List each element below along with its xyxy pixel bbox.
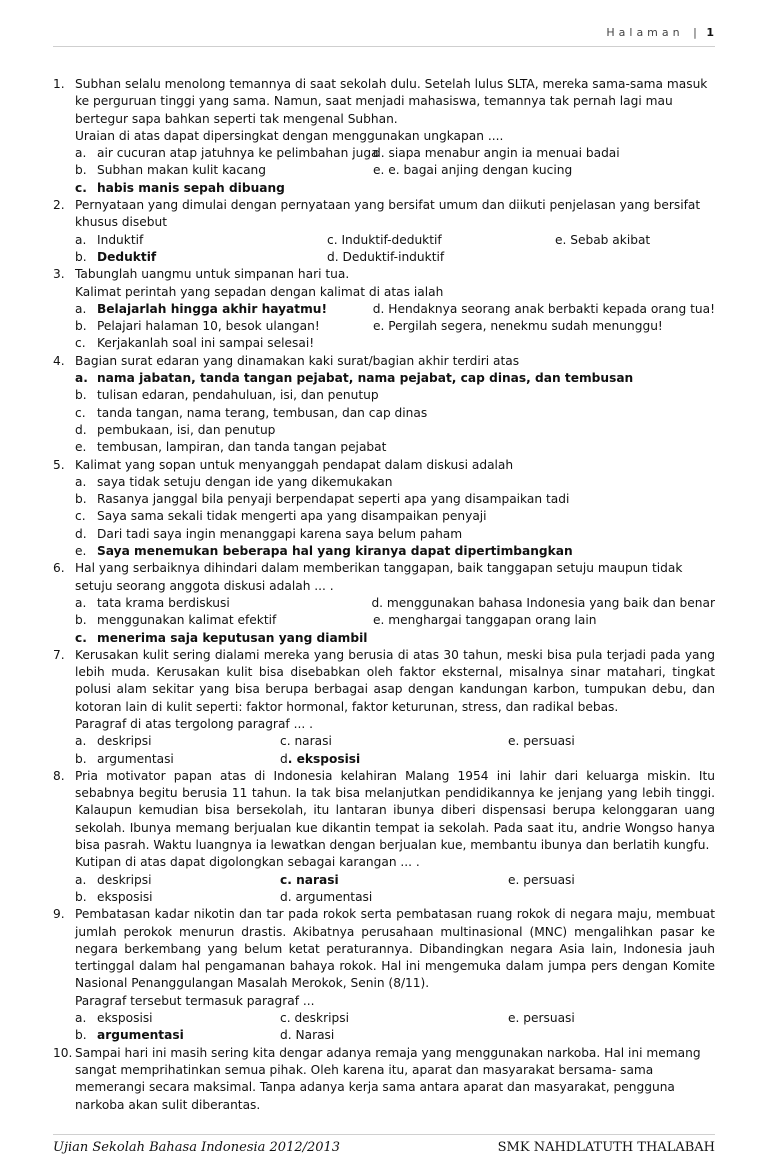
option-b: b. Rasanya janggal bila penyaji berpendapat seperti apa yang disampaikan tadi xyxy=(75,492,570,507)
option-d: d. Dari tadi saya ingin menanggapi karena saya belum paham xyxy=(75,526,463,541)
question-number: 1. xyxy=(53,77,65,91)
option-e: e. Pergilah segera, nenekmu sudah menunggu! xyxy=(373,319,663,334)
option-e: e. persuasi xyxy=(508,734,575,749)
question-7 xyxy=(53,647,715,768)
option-c: c. Induktif-deduktif xyxy=(327,232,442,247)
question-6 xyxy=(53,560,715,646)
option-d: d. argumentasi xyxy=(280,889,373,904)
question-text: Pembatasan kadar nikotin dan tar pada rokok serta pembatasan ruang rokok di negara maju, membuat jumlah perokok menurun drastis. Akibatnya perusahaan multinasional (MNC) mengalihkan pasar ke negara berkembang yang belum ketat peraturannya. Dibandingkan negara Asia lain, Indonesia jauh tertinggal dalam hal pengamanan bahaya rokok. Hal ini mengemuka dalam jumpa pers dengan Komite Nasional Penanggulangan Masalah Merokok, Senin (8/11). xyxy=(75,907,715,991)
option-d: d. Narasi xyxy=(280,1028,335,1043)
question-number: 10. xyxy=(53,1045,73,1060)
option-d: d. menggunakan bahasa Indonesia yang baik dan benar xyxy=(371,595,715,610)
option-e: e. menghargai tanggapan orang lain xyxy=(373,613,597,628)
question-text: Pernyataan yang dimulai dengan pernyataan yang bersifat umum dan diikuti penjelasan yang bersifat khusus disebut xyxy=(75,198,701,230)
question-text: Bagian surat edaran yang dinamakan kaki surat/bagian akhir terdiri atas xyxy=(75,353,520,368)
option-e: e. persuasi xyxy=(508,1011,575,1026)
option-e: e. tembusan, lampiran, dan tanda tangan pejabat xyxy=(75,440,387,455)
option-b: b. menggunakan kalimat efektif xyxy=(75,613,277,628)
question-4 xyxy=(53,353,715,457)
option-a: a. deskripsi xyxy=(75,872,152,887)
option-e: e. Sebab akibat xyxy=(555,232,651,247)
option-e: e. persuasi xyxy=(508,872,575,887)
option-e-answer: e. Saya menemukan beberapa hal yang kiranya dapat dipertimbangkan xyxy=(75,544,573,559)
question-text: Subhan selalu menolong temannya di saat sekolah dulu. Setelah lulus SLTA, mereka sama-sama masuk ke perguruan tinggi yang sama. Namun, saat menjadi mahasiswa, temannya tak pernah lagi mau bertegur sapa bahkan seperti tak mengenal Subhan. xyxy=(75,77,708,126)
question-text: Sampai hari ini masih sering kita dengar adanya remaja yang menggunakan narkoba. Hal ini memang sangat memprihatinkan semua pihak. Oleh karena itu, aparat dan masyarakat bersama- sama memerangi secara maksimal. Tanpa adanya kerja sama antara aparat dan masyarakat, pengguna narkoba akan sulit diberantas. xyxy=(75,1045,701,1112)
option-a: a. deskripsi xyxy=(75,734,152,749)
footer-rule xyxy=(53,1134,715,1135)
option-d: d. Hendaknya seorang anak berbakti kepada orang tua! xyxy=(372,301,715,316)
option-a: a. eksposisi xyxy=(75,1011,153,1026)
option-b-answer: b. argumentasi xyxy=(75,1028,184,1043)
question-prompt: Paragraf tersebut termasuk paragraf ... xyxy=(75,993,315,1008)
question-3 xyxy=(53,266,715,352)
option-c-answer: c. habis manis sepah dibuang xyxy=(75,180,285,195)
option-c-answer: c. menerima saja keputusan yang diambil xyxy=(75,630,368,645)
footer-school-name: SMK NAHDLATUTH THALABAH xyxy=(497,1140,715,1155)
page-header xyxy=(606,26,714,39)
option-b: b. argumentasi xyxy=(75,751,174,766)
page-number: 1 xyxy=(706,26,714,39)
option-a: a. tata krama berdiskusi xyxy=(75,595,230,610)
question-prompt: Uraian di atas dapat dipersingkat dengan menggunakan ungkapan .... xyxy=(75,128,504,143)
option-d: d. siapa menabur angin ia menuai badai xyxy=(373,146,620,161)
option-c-answer: c. narasi xyxy=(280,872,339,887)
question-prompt: Kalimat perintah yang sepadan dengan kalimat di atas ialah xyxy=(75,284,444,299)
option-c: c. narasi xyxy=(280,734,332,749)
option-b-answer: b. Deduktif xyxy=(75,249,157,264)
question-text: Tabunglah uangmu untuk simpanan hari tua. xyxy=(75,267,350,282)
question-text: Kalimat yang sopan untuk menyanggah pendapat dalam diskusi adalah xyxy=(75,457,514,472)
question-text: Pria motivator papan atas di Indonesia kelahiran Malang 1954 ini lahir dari keluarga miskin. Itu sebabnya begitu berusia 11 tahun. Ia tak bisa melanjutkan pendidikannya ke jenjang yang lebih tinggi. Kalaupun kemudian bisa bersekolah, itu lantaran ibunya diberi dispensasi berupa kelonggaran uang sekolah. Ibunya memang berjualan kue dikantin tempat ia sekolah. Pada saat itu, andrie Wongso hanya bisa pasrah. Waktu luangnya ia lewatkan dengan berjualan kue, membantu ibunya dan berlatih kungfu. xyxy=(75,768,715,853)
option-a-answer: a. nama jabatan, tanda tangan pejabat, nama pejabat, cap dinas, dan tembusan xyxy=(75,371,634,386)
question-number: 2. xyxy=(53,198,65,213)
option-a: a. saya tidak setuju dengan ide yang dikemukakan xyxy=(75,474,393,489)
option-a-answer: a. Belajarlah hingga akhir hayatmu! xyxy=(75,301,328,316)
option-c: c. Saya sama sekali tidak mengerti apa yang disampaikan penyaji xyxy=(75,509,487,524)
option-b: b. tulisan edaran, pendahuluan, isi, dan penutup xyxy=(75,388,379,403)
question-1 xyxy=(53,76,715,197)
footer-exam-title: Ujian Sekolah Bahasa Indonesia 2012/2013 xyxy=(53,1140,341,1155)
option-b: b. Pelajari halaman 10, besok ulangan! xyxy=(75,319,320,334)
option-e: e. e. bagai anjing dengan kucing xyxy=(373,163,573,178)
question-number: 4. xyxy=(53,353,65,368)
option-d: d. pembukaan, isi, dan penutup xyxy=(75,422,276,437)
question-prompt: Kutipan di atas dapat digolongkan sebagai karangan ... . xyxy=(75,855,420,870)
header-label: Halaman xyxy=(606,26,684,39)
question-9 xyxy=(53,906,715,1044)
option-a: a. Induktif xyxy=(75,232,144,247)
option-b: b. Subhan makan kulit kacang xyxy=(75,163,267,178)
question-number: 9. xyxy=(53,907,65,922)
header-rule xyxy=(53,46,715,47)
question-text: Hal yang serbaiknya dihindari dalam memberikan tanggapan, baik tanggapan setuju maupun tidak setuju seorang anggota diskusi adalah ... . xyxy=(75,561,683,593)
option-c: c. tanda tangan, nama terang, tembusan, dan cap dinas xyxy=(75,405,428,420)
page-footer xyxy=(53,1138,715,1158)
question-text: Kerusakan kulit sering dialami mereka yang berusia di atas 30 tahun, meski bisa pula terjadi pada yang lebih muda. Kerusakan kulit bisa disebabkan oleh faktor eksternal, misalnya sinar matahari, tingkat polusi alam sekitar yang bisa berupa berbagai asap dengan kandungan karbon, tumpukan debu, dan kotoran lain di kulit seperti: faktor hormonal, faktor keturunan, stress, dan radikal bebas. xyxy=(75,647,715,714)
question-5 xyxy=(53,457,715,561)
question-prompt: Paragraf di atas tergolong paragraf ... . xyxy=(75,716,313,731)
question-number: 7. xyxy=(53,647,65,662)
option-a: a. air cucuran atap jatuhnya ke pelimbahan juga xyxy=(75,146,379,161)
question-8 xyxy=(53,768,715,906)
question-number: 6. xyxy=(53,561,65,576)
question-2 xyxy=(53,197,715,266)
question-number: 3. xyxy=(53,267,65,282)
option-c: c. Kerjakanlah soal ini sampai selesai! xyxy=(75,336,315,351)
question-number: 5. xyxy=(53,457,65,472)
option-d-answer: d. eksposisi xyxy=(280,751,361,766)
option-c: c. deskripsi xyxy=(280,1011,349,1026)
question-list xyxy=(53,76,715,1114)
question-10 xyxy=(53,1045,715,1114)
option-b: b. eksposisi xyxy=(75,889,153,904)
header-separator: | xyxy=(693,26,697,39)
question-number: 8. xyxy=(53,768,65,783)
option-d: d. Deduktif-induktif xyxy=(327,249,445,264)
